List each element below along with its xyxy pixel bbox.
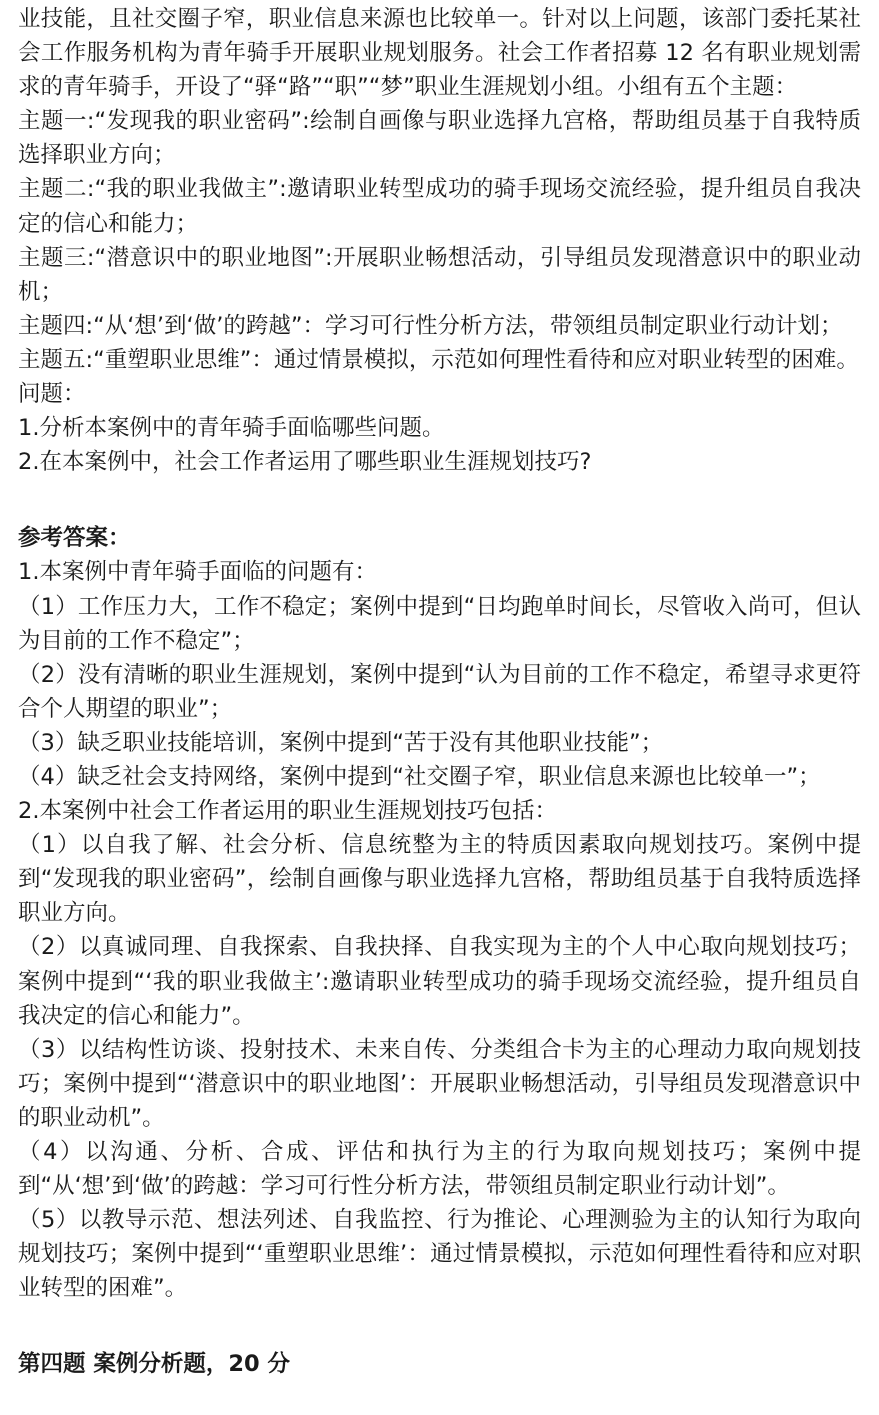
case-intro-paragraph: 业技能，且社交圈子窄，职业信息来源也比较单一。针对以上问题，该部门委托某社会工作服务机构为青年骑手开展职业规划服务。社会工作者招募 12 名有职业规划需求的青年骑手，开设了“驿“路”“职”“梦”职业生涯规划小组。小组有五个主题： (18, 6, 861, 101)
theme-2: 主题二:“我的职业我做主”:邀请职业转型成功的骑手现场交流经验，提升组员自我决定的信心和能力； (18, 176, 861, 237)
answer-part2-item-5: （5）以教导示范、想法列述、自我监控、行为推论、心理测验为主的认知行为取向规划技巧；案例中提到“‘重塑职业思维’：通过情景模拟，示范如何理性看待和应对职业转型的困难”。 (18, 1207, 861, 1302)
theme-1: 主题一:“发现我的职业密码”:绘制自画像与职业选择九宫格，帮助组员基于自我特质选择职业方向； (18, 108, 861, 169)
question-1: 1.分析本案例中的青年骑手面临哪些问题。 (18, 415, 445, 442)
answer-part2-item-1: （1）以自我了解、社会分析、信息统整为主的特质因素取向规划技巧。案例中提到“发现我的职业密码”，绘制自画像与职业选择九宫格，帮助组员基于自我特质选择职业方向。 (18, 832, 861, 927)
answer-part2-item-4: （4）以沟通、分析、合成、评估和执行为主的行为取向规划技巧；案例中提到“从‘想’到‘做’的跨越：学习可行性分析方法，带领组员制定职业行动计划”。 (18, 1139, 861, 1200)
theme-3: 主题三:“潜意识中的职业地图”:开展职业畅想活动，引导组员发现潜意识中的职业动机； (18, 244, 861, 305)
answer-part2-item-2: （2）以真诚同理、自我探索、自我抉择、自我实现为主的个人中心取向规划技巧；案例中提到“‘我的职业我做主’:邀请职业转型成功的骑手现场交流经验，提升组员自我决定的信心和能力”。 (18, 934, 861, 1029)
section-spacer (18, 1305, 861, 1347)
answer-part1-item-4: （4）缺乏社会支持网络，案例中提到“社交圈子窄，职业信息来源也比较单一”； (18, 763, 821, 790)
answer-part1-item-3: （3）缺乏职业技能培训，案例中提到“苦于没有其他职业技能”； (18, 729, 664, 756)
answer-part1-item-2: （2）没有清晰的职业生涯规划，案例中提到“认为目前的工作不稳定，希望寻求更符合个人期望的职业”； (18, 661, 861, 722)
question-2: 2.在本案例中，社会工作者运用了哪些职业生涯规划技巧? (18, 449, 592, 476)
answer-part2-item-3: （3）以结构性访谈、投射技术、未来自传、分类组合卡为主的心理动力取向规划技巧；案例中提到“‘潜意识中的职业地图’：开展职业畅想活动，引导组员发现潜意识中的职业动机”。 (18, 1036, 861, 1131)
next-question-heading: 第四题 案例分析题，20 分 (18, 1351, 290, 1378)
theme-5: 主题五:“重塑职业思维”：通过情景模拟，示范如何理性看待和应对职业转型的困难。 (18, 346, 859, 373)
answer-part2-title: 2.本案例中社会工作者运用的职业生涯规划技巧包括： (18, 798, 557, 825)
section-spacer (18, 479, 861, 521)
theme-4: 主题四:“从‘想’到‘做’的跨越”：学习可行性分析方法，带领组员制定职业行动计划； (18, 312, 843, 339)
answer-part1-title: 1.本案例中青年骑手面临的问题有： (18, 559, 377, 586)
questions-label: 问题： (18, 381, 86, 408)
answer-heading: 参考答案： (18, 525, 131, 552)
answer-part1-item-1: （1）工作压力大，工作不稳定；案例中提到“日均跑单时间长，尽管收入尚可，但认为目前的工作不稳定”； (18, 593, 861, 654)
